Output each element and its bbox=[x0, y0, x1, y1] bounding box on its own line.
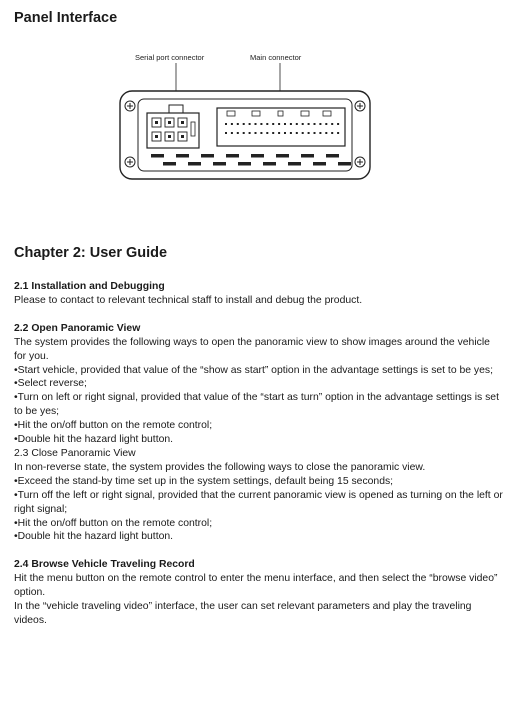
chapter-title: Chapter 2: User Guide bbox=[14, 245, 168, 261]
connector-pin bbox=[225, 132, 227, 134]
section-2-3-heading: 2.3 Close Panoramic View bbox=[14, 447, 136, 459]
serial-port-label: Serial port connector bbox=[135, 53, 205, 62]
connector-pin bbox=[243, 132, 245, 134]
connector-pin bbox=[308, 132, 310, 134]
vent-slot bbox=[201, 154, 214, 158]
vent-slot bbox=[288, 162, 301, 166]
connector-pin bbox=[237, 132, 239, 134]
section-2-4-paragraph-1: Hit the menu button on the remote control to enter the menu interface, and then select the “browse video” option. bbox=[14, 573, 498, 599]
connector-pin bbox=[278, 132, 280, 134]
connector-pin bbox=[272, 132, 274, 134]
connector-pin bbox=[319, 123, 321, 125]
vent-slot bbox=[326, 154, 339, 158]
section-2-4-heading: 2.4 Browse Vehicle Traveling Record bbox=[14, 559, 195, 571]
vent-slot bbox=[163, 162, 176, 166]
connector-pin bbox=[296, 123, 298, 125]
section-2-2-intro: The system provides the following ways to open the panoramic view to show images around the vehicle for you. bbox=[14, 336, 490, 362]
connector-pin bbox=[266, 132, 268, 134]
vent-slot bbox=[176, 154, 189, 158]
vent-slot bbox=[263, 162, 276, 166]
connector-pin bbox=[225, 123, 227, 125]
main-connector-label: Main connector bbox=[250, 53, 302, 62]
list-item: •Turn off the left or right signal, provided that the current panoramic view is opened as turning on the left or right signal; bbox=[14, 489, 503, 515]
list-item: •Double hit the hazard light button. bbox=[14, 531, 174, 543]
connector-pin bbox=[302, 132, 304, 134]
connector-pin bbox=[266, 123, 268, 125]
vent-slot bbox=[226, 154, 239, 158]
connector-pin bbox=[337, 123, 339, 125]
vent-slot bbox=[238, 162, 251, 166]
section-2-4-paragraph-2: In the “vehicle traveling video” interface, the user can set relevant parameters and play the traveling videos. bbox=[14, 601, 472, 626]
device-panel-drawing bbox=[105, 48, 385, 193]
list-item: •Hit the on/off button on the remote control; bbox=[14, 420, 213, 432]
vent-slot bbox=[213, 162, 226, 166]
connector-pin bbox=[284, 132, 286, 134]
connector-pin bbox=[260, 123, 262, 125]
list-item: •Start vehicle, provided that value of the “show as start” option in the advantage settings is set to be yes; bbox=[14, 364, 493, 376]
connector-pin bbox=[284, 123, 286, 125]
connector-pin bbox=[314, 123, 316, 125]
section-2-1-text: Please to contact to relevant technical staff to install and debug the product. bbox=[14, 294, 363, 306]
section-2-3-intro: In non-reverse state, the system provides the following ways to close the panoramic view. bbox=[14, 461, 426, 473]
vent-slot bbox=[301, 154, 314, 158]
connector-pin bbox=[296, 132, 298, 134]
connector-pin bbox=[231, 132, 233, 134]
connector-pin bbox=[243, 123, 245, 125]
connector-pin bbox=[302, 123, 304, 125]
connector-pin bbox=[337, 132, 339, 134]
section-2-1-heading: 2.1 Installation and Debugging bbox=[14, 281, 165, 292]
connector-pin bbox=[314, 132, 316, 134]
connector-pin bbox=[272, 123, 274, 125]
connector-pin bbox=[325, 132, 327, 134]
user-guide-body bbox=[14, 280, 504, 628]
connector-pin bbox=[319, 132, 321, 134]
connector-pin bbox=[260, 132, 262, 134]
list-item: •Double hit the hazard light button. bbox=[14, 434, 174, 446]
connector-pin bbox=[325, 123, 327, 125]
connector-pin bbox=[290, 132, 292, 134]
list-item: •Hit the on/off button on the remote control; bbox=[14, 517, 213, 529]
main-connector bbox=[217, 108, 345, 146]
list-item: •Select reverse; bbox=[14, 378, 87, 390]
vent-slot bbox=[188, 162, 201, 166]
connector-pin bbox=[231, 123, 233, 125]
connector-pin bbox=[255, 132, 257, 134]
vent-slot bbox=[151, 154, 164, 158]
list-item: •Turn on left or right signal, provided that value of the “start as turn” option in the advantage settings is set to be yes; bbox=[14, 392, 499, 418]
connector-pin bbox=[290, 123, 292, 125]
vent-slot bbox=[251, 154, 264, 158]
list-item: •Exceed the stand-by time set up in the system settings, default being 15 seconds; bbox=[14, 475, 394, 487]
connector-pin bbox=[255, 123, 257, 125]
connector-pin bbox=[237, 123, 239, 125]
connector-pin bbox=[331, 123, 333, 125]
connector-pin bbox=[249, 123, 251, 125]
connector-pin bbox=[278, 123, 280, 125]
connector-pin bbox=[308, 123, 310, 125]
connector-pin bbox=[249, 132, 251, 134]
vent-slot bbox=[276, 154, 289, 158]
section-2-2-heading: 2.2 Open Panoramic View bbox=[14, 322, 141, 334]
vent-slot bbox=[338, 162, 351, 166]
panel-interface-title: Panel Interface bbox=[14, 10, 118, 26]
connector-pin bbox=[331, 132, 333, 134]
vent-slot bbox=[313, 162, 326, 166]
panel-interface-diagram bbox=[105, 48, 385, 193]
